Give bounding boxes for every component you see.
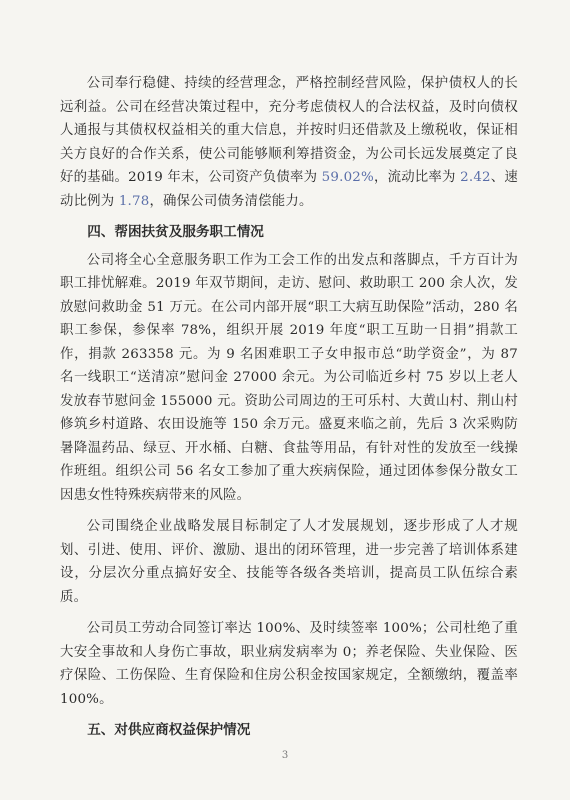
creditor-paragraph — [60, 72, 518, 213]
poverty-relief-paragraph: 公司将全心全意服务职工作为工会工作的出发点和落脚点，千方百计为职工排忧解难。2019 年双节期间，走访、慰问、救助职工 200 余人次，发放慰问救助金 51 万元。在公司内部开展“职工大病互助保险”活动，280 名职工参保，参保率 78%，组织开展 2019 年度“职工互助一日捐”捐款工作，捐款 263358 元。为 9 名困难职工子女申报市总“助学资金”，为 87 名一线职工“送清凉”慰问金 27000 余元。为公司临近乡村 75 岁以上老人发放春节慰问金 155000 元。资助公司周边的王可乐村、大黄山村、荆山村修筑乡村道路、农田设施等 150 余万元。盛夏来临之前，先后 3 次采购防暑降温药品、绿豆、开水桶、白糖、食盐等用品，有针对性的发放至一线操作班组。组织公司 56 名女工参加了重大疾病保险，通过团体参保分散女工因患女性特殊疾病带来的风险。 — [60, 252, 518, 503]
creditor-text-b: ，流动比率为 — [373, 170, 461, 185]
creditor-text-d: ，确保公司债务清偿能力。 — [149, 193, 313, 209]
section-heading-4: 四、帮困扶贫及服务职工情况 — [87, 224, 264, 240]
creditor-text-c: 、速动比例为 — [60, 170, 518, 209]
page-number: 3 — [281, 750, 289, 761]
creditor-text-a: 公司奉行稳健、持续的经营理念，严格控制经营风险，保护债权人的长远利益。公司在经营决策过程中，充分考虑债权人的合法权益，及时向债权人通报与其债权权益相关的重大信息，并按时归还借款及上缴税收，保证相关方良好的合作关系，使公司能够顺利筹措资金，为公司长远发展奠定了良好的基础。2019 年末，公司资产负债率为 — [60, 76, 518, 185]
labor-contract-paragraph: 公司员工劳动合同签订率达 100%、及时续签率 100%；公司杜绝了重大安全事故和人身伤亡事故，职业病发病率为 0；养老保险、失业保险、医疗保险、工伤保险、生育保险和住房公积金按国家规定，全额缴纳，覆盖率 100%。 — [60, 621, 518, 707]
current-ratio-value: 2.42 — [460, 170, 491, 185]
page-content — [60, 72, 518, 747]
section-heading-5: 五、对供应商权益保护情况 — [87, 722, 251, 738]
quick-ratio-value: 1.78 — [118, 193, 150, 209]
talent-paragraph: 公司围绕企业战略发展目标制定了人才发展规划，逐步形成了人才规划、引进、使用、评价、激励、退出的闭环管理，进一步完善了培训体系建设，分层次分重点搞好安全、技能等各级各类培训，提高员工队伍综合素质。 — [60, 519, 518, 605]
debt-ratio-value: 59.02% — [321, 170, 374, 185]
